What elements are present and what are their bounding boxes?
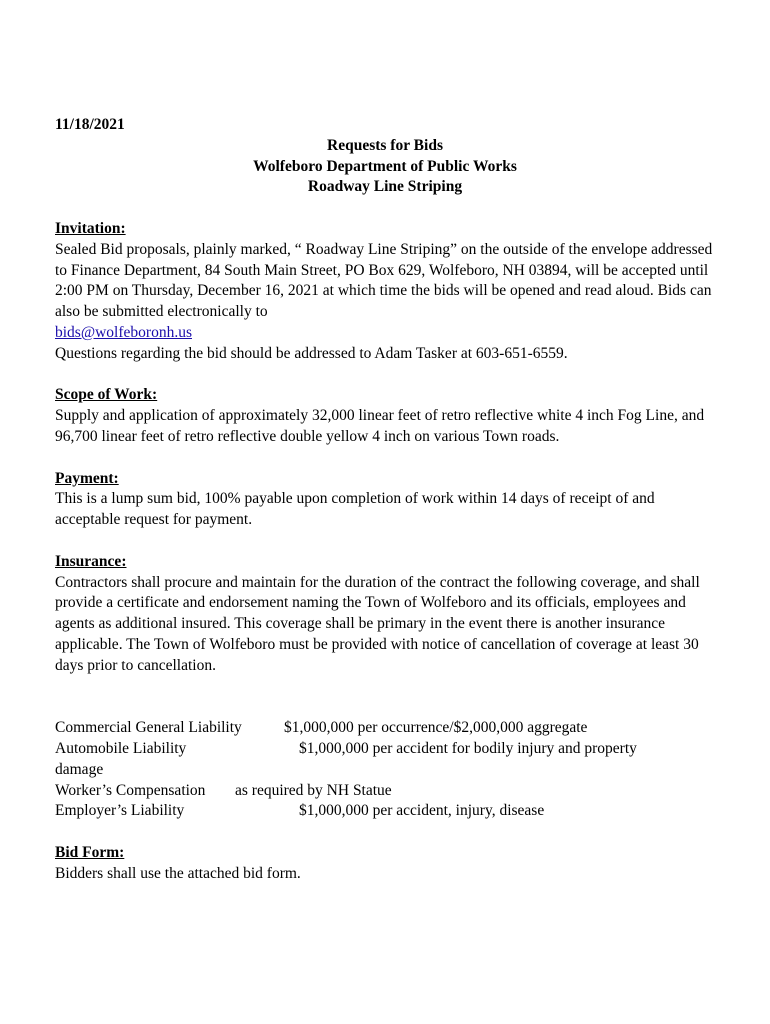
payment-section — [55, 469, 715, 531]
invitation-text — [55, 240, 715, 344]
invitation-heading: Invitation: — [55, 219, 126, 237]
invitation-section — [55, 219, 715, 365]
coverage-row-workers — [55, 781, 715, 802]
coverage-label: Worker’s Compensation — [55, 781, 206, 799]
insurance-heading: Insurance: — [55, 552, 127, 570]
coverage-label: Automobile Liability — [55, 739, 187, 757]
title-line-1: Requests for Bids — [327, 136, 443, 154]
coverage-list — [55, 718, 715, 822]
coverage-row-auto-cont — [55, 760, 715, 781]
coverage-row-cgl — [55, 718, 715, 739]
coverage-label: Employer’s Liability — [55, 802, 185, 820]
questions-text: Questions regarding the bid should be addressed to Adam Tasker at 603-651-6559. — [55, 344, 568, 362]
insurance-text: Contractors shall procure and maintain for the duration of the contract the following coverage, and shall provide a certificate and endorsement naming the Town of Wolfeboro and its officials, employees and agents as additional insured. This coverage shall be primary in the event there is another insurance applicable. The Town of Wolfeboro must be provided with notice of cancellation of coverage at least 30 days prior to cancellation. — [55, 573, 700, 674]
document-page — [55, 115, 715, 884]
scope-text: Supply and application of approximately 32,000 linear feet of retro reflective white 4 inch Fog Line, and 96,700 linear feet of retro reflective double yellow 4 inch on various Town roads. — [55, 407, 705, 445]
coverage-continuation: damage — [55, 760, 104, 778]
document-date: 11/18/2021 — [55, 116, 125, 133]
document-title — [55, 136, 715, 198]
bids-email-link[interactable]: bids@wolfeboronh.us — [55, 323, 192, 341]
insurance-section — [55, 552, 715, 677]
payment-text: This is a lump sum bid, 100% payable upon completion of work within 14 days of receipt of and acceptable request for payment. — [55, 490, 655, 529]
scope-section — [55, 385, 715, 447]
coverage-value: $1,000,000 per occurrence/$2,000,000 aggregate — [284, 719, 588, 737]
coverage-value: $1,000,000 per accident for bodily injury and property — [299, 739, 637, 757]
coverage-label: Commercial General Liability — [55, 719, 242, 737]
scope-heading: Scope of Work: — [55, 386, 158, 404]
bid-form-section — [55, 843, 715, 885]
invitation-body: Sealed Bid proposals, plainly marked, “ Roadway Line Striping” on the outside of the envelope addressed to Finance Department, 84 South Main Street, PO Box 629, Wolfeboro, NH 03894, will be accepted until 2:00 PM on Thursday, December 16, 2021 at which time the bids will be opened and read aloud. Bids can also be submitted electronically to — [55, 240, 713, 321]
title-line-2: Wolfeboro Department of Public Works — [253, 157, 517, 175]
title-line-3: Roadway Line Striping — [307, 178, 463, 196]
coverage-value: $1,000,000 per accident, injury, disease — [299, 802, 545, 820]
bid-form-text: Bidders shall use the attached bid form. — [55, 864, 301, 882]
bid-form-heading: Bid Form: — [55, 843, 125, 861]
coverage-row-auto — [55, 739, 715, 760]
coverage-row-employer — [55, 801, 715, 822]
coverage-value: as required by NH Statue — [235, 781, 392, 799]
payment-heading: Payment: — [55, 469, 119, 487]
spacer — [55, 677, 715, 719]
